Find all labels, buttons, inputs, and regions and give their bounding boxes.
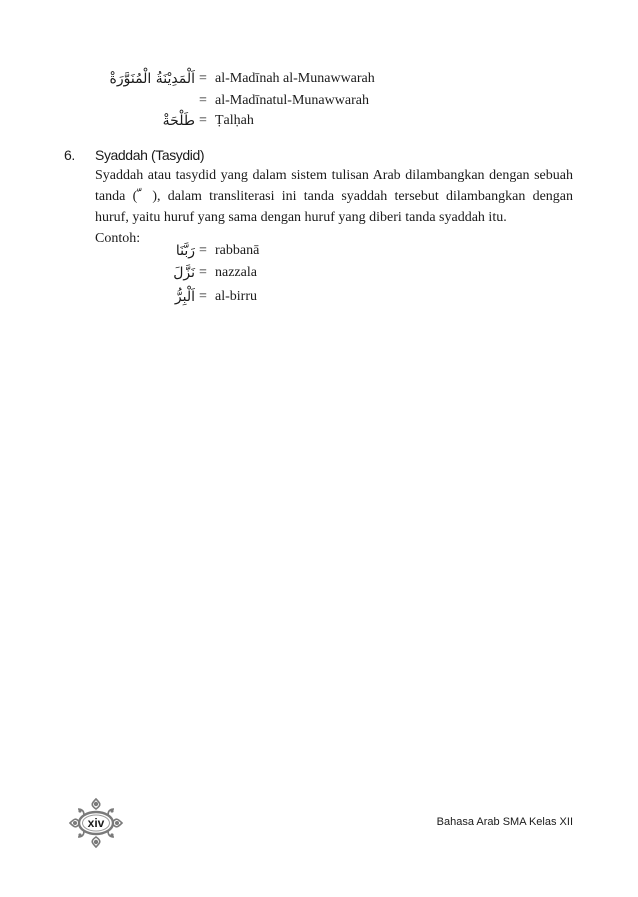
transliteration: Ṭalḥah xyxy=(215,113,254,128)
transliteration: rabbanā xyxy=(215,243,260,258)
equals-sign: = xyxy=(199,243,207,258)
example-label: Contoh: xyxy=(95,231,141,246)
equals-sign: = xyxy=(199,71,207,86)
section-number: 6. xyxy=(64,147,75,163)
book-title: Bahasa Arab SMA Kelas XII xyxy=(436,816,573,828)
paragraph-line: Syaddah atau tasydid yang dalam sistem tulisan Arab dilambangkan dengan sebuah xyxy=(95,168,573,183)
equals-sign: = xyxy=(199,265,207,280)
paragraph-line: huruf, yaitu huruf yang sama dengan huruf yang diberi tanda syaddah itu. xyxy=(95,210,507,225)
equals-sign: = xyxy=(199,113,207,128)
page-number: xiv xyxy=(87,816,105,830)
equals-sign: = xyxy=(199,289,207,304)
transliteration: al-Madīnatul-Munawwarah xyxy=(215,93,369,108)
transliteration: al-birru xyxy=(215,289,257,304)
paragraph-line: tanda ( ّ ), dalam transliterasi ini tanda syaddah tersebut dilambangkan dengan xyxy=(95,189,573,204)
arabic-term: طَلْحَةْ xyxy=(162,113,195,129)
page-number-badge xyxy=(64,795,128,851)
arabic-term: نَزَّلَ xyxy=(173,265,195,281)
transliteration: al-Madīnah al-Munawwarah xyxy=(215,71,375,86)
equals-sign: = xyxy=(199,93,207,108)
section-paragraph xyxy=(95,165,573,249)
arabic-term: اَلْمَدِيْنَةُ الْمُنَوَّرَةْ xyxy=(109,71,195,87)
arabic-term: رَبَّنَا xyxy=(175,243,195,259)
section-title: Syaddah (Tasydid) xyxy=(95,147,205,163)
arabic-term: اَلْبِرُّ xyxy=(174,289,195,305)
transliteration: nazzala xyxy=(215,265,257,280)
